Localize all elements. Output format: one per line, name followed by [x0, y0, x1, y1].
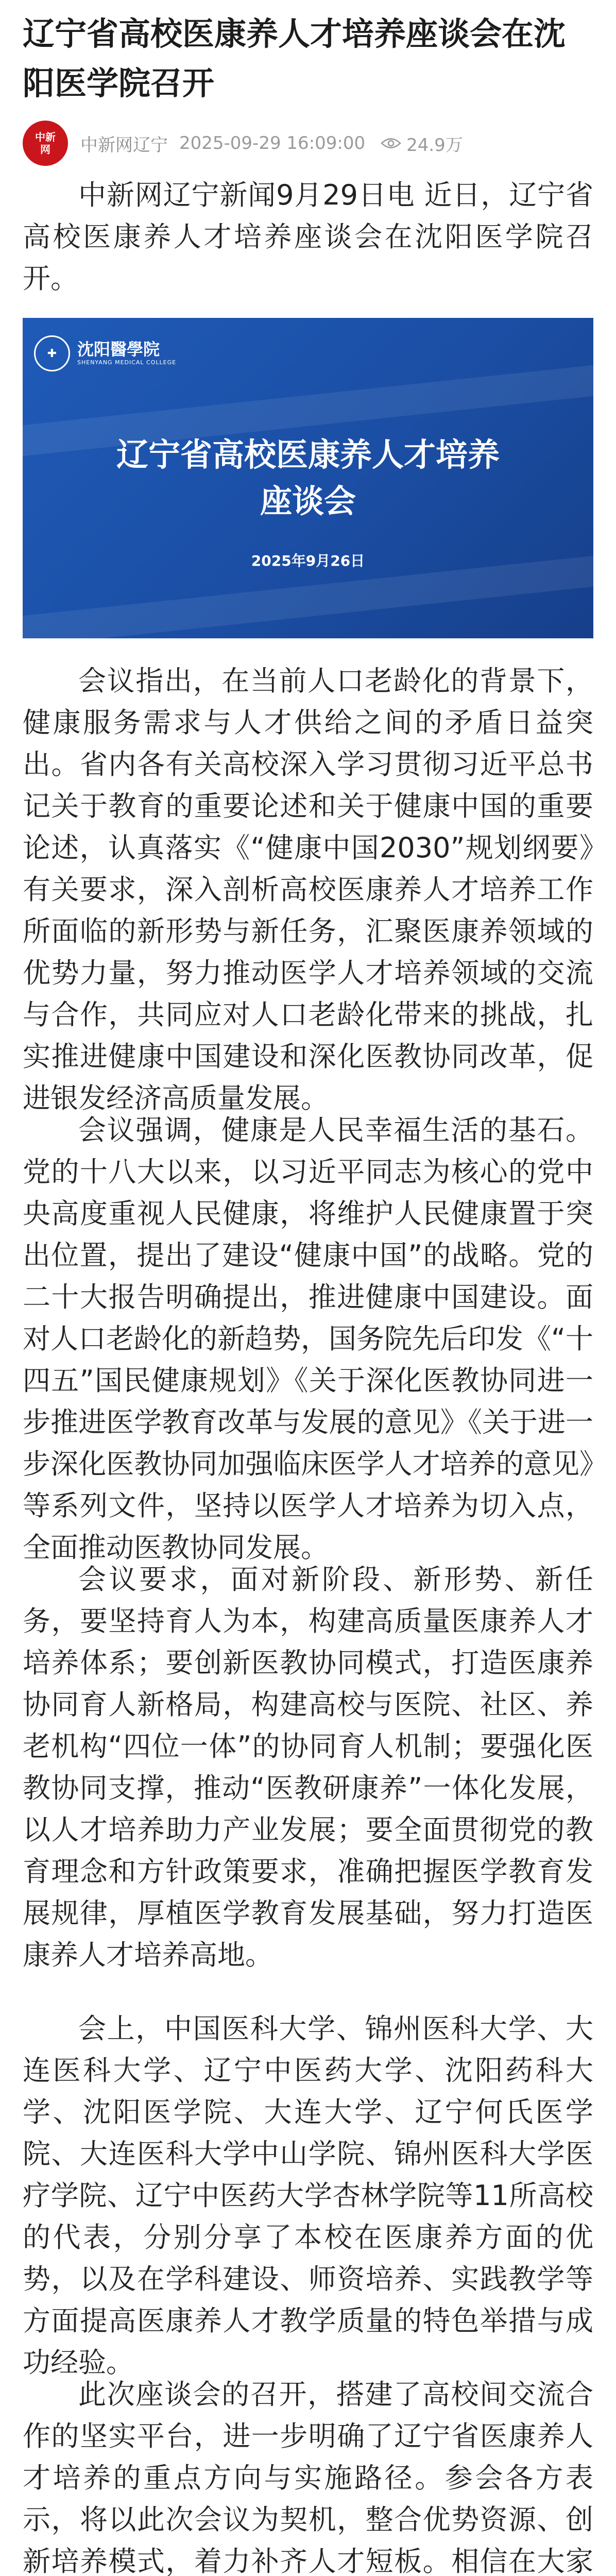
article-title: 辽宁省高校医康养人才培养座谈会在沈阳医学院召开 — [23, 15, 566, 102]
logo-text-bottom: 网 — [40, 143, 50, 156]
banner-school-en: SHENYANG MEDICAL COLLEGE — [77, 359, 177, 366]
lead-paragraph: 中新网辽宁新闻9月29日电 近日，辽宁省高校医康养人才培养座谈会在沈阳医学院召开。 — [23, 179, 593, 295]
body-paragraph: 会上，中国医科大学、锦州医科大学、大连医科大学、辽宁中医药大学、沈阳药科大学、沈阳医学院、大连大学、辽宁何氏医学院、大连医科大学中山学院、锦州医科大学医疗学院、辽宁中医药大学杏林学院等11所高校的代表，分别分享了本校在医康养方面的优势，以及在学科建设、师资培养、实践教学等方面提高医康养人才教学质量的特色举措与成功经验。 — [23, 2012, 593, 2379]
article-meta — [0, 108, 616, 170]
banner-title-line2: 座谈会 — [260, 482, 356, 520]
banner-date: 2025年9月26日 — [251, 552, 365, 569]
school-seal-icon: ✚ — [34, 335, 70, 371]
source-name[interactable]: 中新网辽宁 — [80, 134, 168, 156]
banner-title-line1: 辽宁省高校医康养人才培养 — [116, 436, 500, 473]
body-paragraph: 会议要求，面对新阶段、新形势、新任务，要坚持育人为本，构建高质量医康养人才培养体系；要创新医教协同模式，打造医康养协同育人新格局，构建高校与医院、社区、养老机构“四位一体”的协同育人机制；要强化医教协同支撑，推动“医教研康养”一体化发展，以人才培养助力产业发展；要全面贯彻党的教育理念和方针政策要求，准确把握医学教育发展规律，厚植医学教育发展基础，努力打造医康养人才培养高地。 — [23, 1563, 593, 1971]
view-count: 24.9万 — [406, 134, 463, 156]
eye-icon — [381, 137, 401, 150]
body-paragraph: 会议指出，在当前人口老龄化的背景下，健康服务需求与人才供给之间的矛盾日益突出。省内各有关高校深入学习贯彻习近平总书记关于教育的重要论述和关于健康中国的重要论述，认真落实《“健康中国2030”规划纲要》有关要求，深入剖析高校医康养人才培养工作所面临的新形势与新任务，汇聚医康养领域的优势力量，努力推动医学人才培养领域的交流与合作，共同应对人口老龄化带来的挑战，扎实推进健康中国建设和深化医教协同改革，促进银发经济高质量发展。 — [23, 665, 593, 1114]
banner-school-logo — [34, 335, 176, 371]
body-paragraph: 会议强调，健康是人民幸福生活的基石。党的十八大以来，以习近平同志为核心的党中央高度重视人民健康，将维护人民健康置于突出位置，提出了建设“健康中国”的战略。党的二十大报告明确提出，推进健康中国建设。面对人口老龄化的新趋势，国务院先后印发《“十四五”国民健康规划》《关于深化医教协同进一步推进医学教育改革与发展的意见》《关于进一步深化医教协同加强临床医学人才培养的意见》等系列文件，坚持以医学人才培养为切入点，全面推动医教协同发展。 — [23, 1114, 593, 1564]
banner-school-name: 沈阳醫學院 — [77, 340, 160, 359]
source-logo[interactable] — [23, 121, 68, 166]
logo-text-top: 中新 — [35, 131, 56, 143]
event-banner-image — [23, 318, 593, 638]
publish-time: 2025-09-29 16:09:00 — [179, 133, 366, 154]
body-paragraph: 此次座谈会的召开，搭建了高校间交流合作的坚实平台，进一步明确了辽宁省医康养人才培养的重点方向与实施路径。参会各方表示，将以此次会议为契机，整合优势资源、创新培养模式，着力补齐人才短板。相信在大家 — [23, 2378, 593, 2576]
